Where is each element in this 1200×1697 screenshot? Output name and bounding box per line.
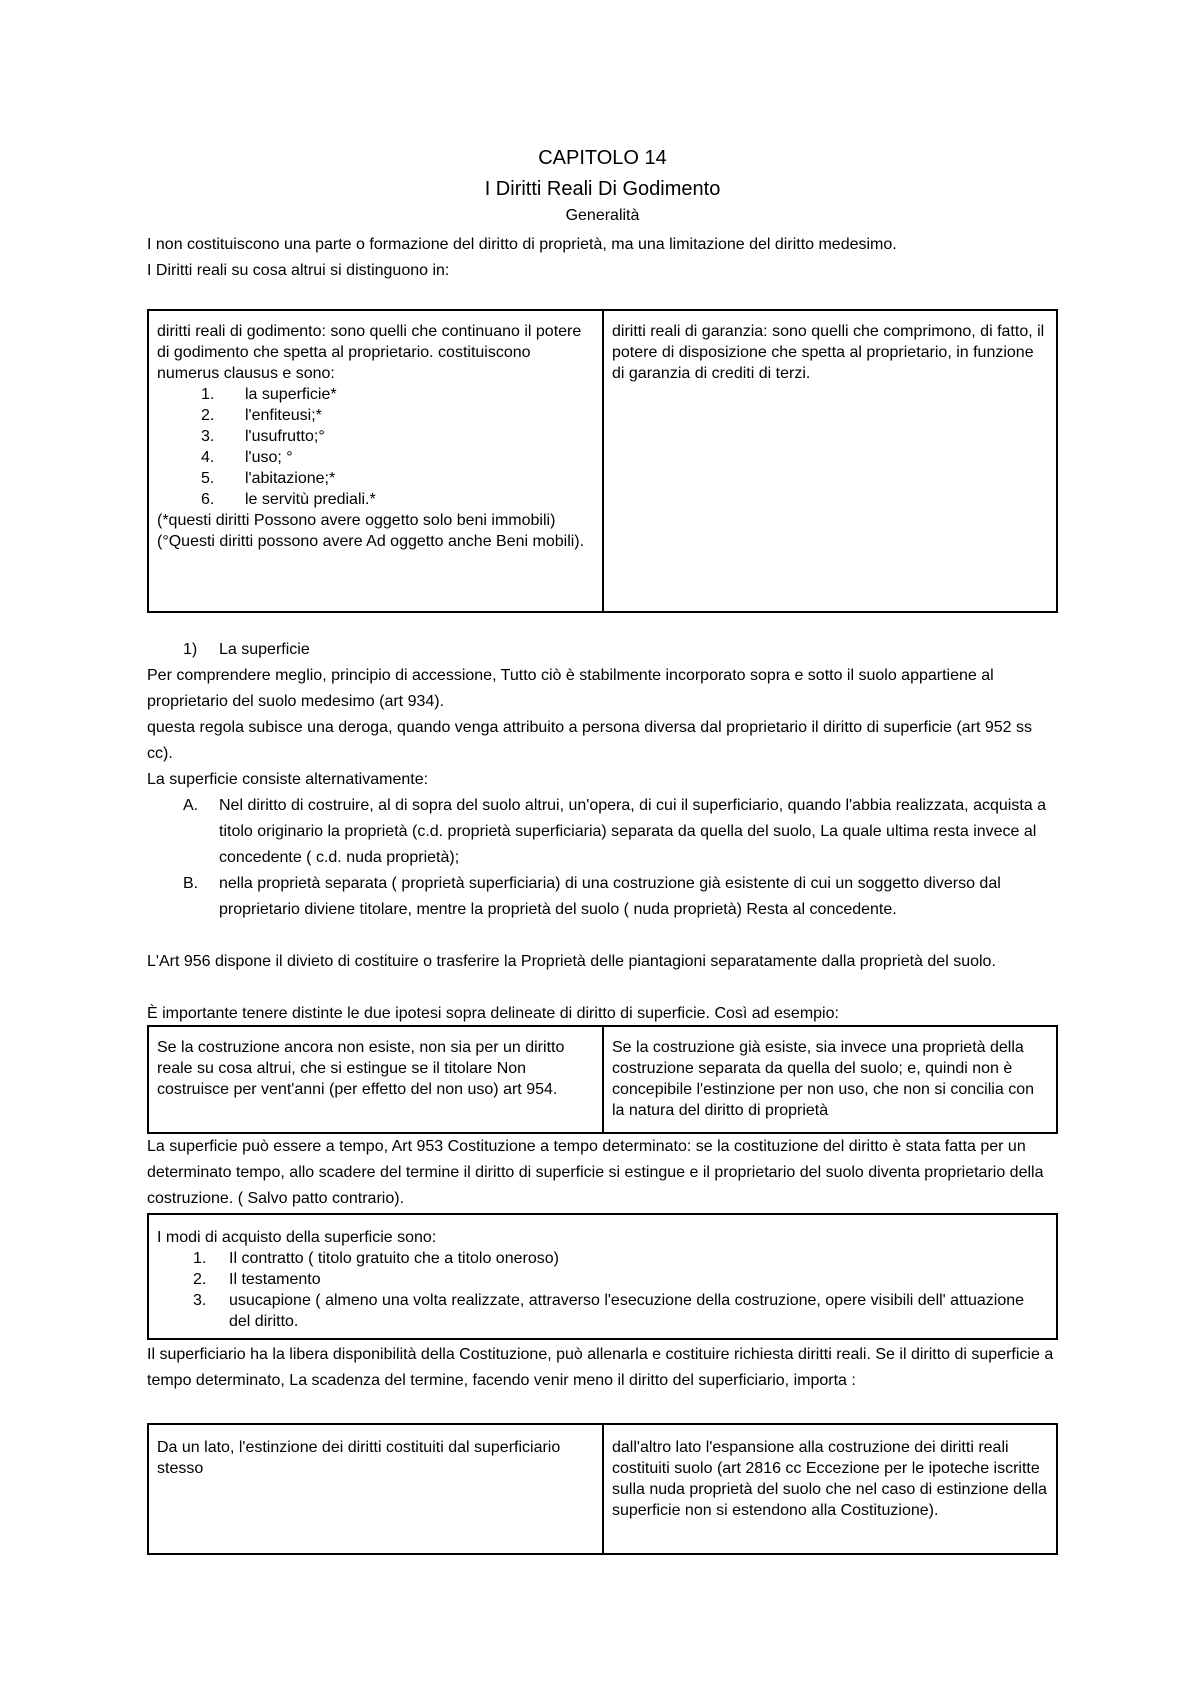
chapter-title: I Diritti Reali Di Godimento <box>484 178 721 200</box>
paragraph-tempo: La superficie può essere a tempo, Art 953 Costituzione a tempo determinato: se la costituzione del diritto è stata fatta per un determinato tempo, allo scadere del termine il diritto di superficie si estingue e il proprietario del suolo diventa proprietario della costruzione. ( Salvo patto contrario). <box>147 1138 1044 1207</box>
hypotheses-left-cell: Se la costruzione ancora non esiste, non sia per un diritto reale su cosa altrui, che si estingue se il titolare Non costruisce per vent'anni (per effetto del non uso) art 954. <box>149 1027 604 1132</box>
mobili-note: (°Questi diritti possono avere Ad oggetto anche Beni mobili). <box>157 533 585 550</box>
effects-right-cell: dall'altro lato l'espansione alla costruzione dei diritti reali costituiti suolo (art 2816 cc Eccezione per le ipoteche iscritte sulla nuda proprietà del suolo che nel caso di estinzione della superficie non si estendono alla Costituzione). <box>612 1439 1047 1519</box>
effects-left-cell: Da un lato, l'estinzione dei diritti costituiti dal superficiario stesso <box>149 1425 604 1553</box>
chapter-label: CAPITOLO 14 <box>538 147 667 169</box>
list-item: 4. l'uso; ° <box>201 449 293 466</box>
acquisition-table <box>147 1213 1058 1340</box>
acquisition-list <box>157 1248 1048 1332</box>
paragraph-accessione: Per comprendere meglio, principio di accessione, Tutto ciò è stabilmente incorporato sopra e sotto il suolo appartiene al proprietario del suolo medesimo (art 934). <box>147 667 994 710</box>
paragraph-alternativamente: La superficie consiste alternativamente: <box>147 771 429 788</box>
list-item: 6. le servitù prediali.* <box>201 491 376 508</box>
hypotheses-right-cell: Se la costruzione già esiste, sia invece una proprietà della costruzione separata da quella del suolo; e, quindi non è concepibile l'estinzione per non uso, che non si concilia con la natura del diritto di proprietà <box>612 1039 1034 1119</box>
list-item: 5. l'abitazione;* <box>201 470 336 487</box>
paragraph-art956: L'Art 956 dispone il divieto di costituire o trasferire la Proprietà delle piantagioni separatamente dalla proprietà del suolo. <box>147 953 996 970</box>
intro-paragraph-2: I Diritti reali su cosa altrui si distinguono in: <box>147 262 450 279</box>
intro-paragraph-1: I non costituiscono una parte o formazione del diritto di proprietà, ma una limitazione del diritto medesimo. <box>147 236 897 253</box>
list-item: 1. la superficie* <box>201 386 337 403</box>
immobili-note: (*questi diritti Possono avere oggetto solo beni immobili) <box>157 512 556 529</box>
section-subtitle: Generalità <box>565 207 640 224</box>
godimento-list <box>157 384 594 510</box>
list-item: B. nella proprietà separata ( proprietà superficiaria) di una costruzione già esistente di cui un soggetto diverso dal proprietario diviene titolare, mentre la proprietà del suolo ( nuda proprietà) Resta al concedente. <box>183 875 1001 918</box>
hypotheses-table <box>147 1025 1058 1134</box>
list-item: A. Nel diritto di costruire, al di sopra del suolo altrui, un'opera, di cui il superficiario, quando l'abbia realizzata, acquista a titolo originario la proprietà (c.d. proprietà superficiaria) separata da quella del suolo, La quale ultima resta invece al concedente ( c.d. nuda proprietà); <box>183 797 1046 866</box>
list-item: 3. l'usufrutto;° <box>201 428 325 445</box>
alternatives-list <box>147 793 1058 923</box>
rights-table <box>147 309 1058 613</box>
list-item: 1. Il contratto ( titolo gratuito che a titolo oneroso) <box>193 1250 559 1267</box>
rights-table-left-cell <box>149 311 604 611</box>
list-item: 3. usucapione ( almeno una volta realizzate, attraverso l'esecuzione della costruzione, opere visibili dell' attuazione del diritto. <box>193 1292 1025 1330</box>
garanzia-text: diritti reali di garanzia: sono quelli che comprimono, di fatto, il potere di disposizione che spetta al proprietario, in funzione di garanzia di crediti di terzi. <box>612 323 1045 382</box>
list-item: 2. Il testamento <box>193 1271 321 1288</box>
godimento-intro: diritti reali di godimento: sono quelli che continuano il potere di godimento che spetta al proprietario. costituiscono numerus clausus e sono: <box>157 323 582 382</box>
effects-table <box>147 1423 1058 1555</box>
acquisition-cell <box>149 1215 1056 1338</box>
list-item: 2. l'enfiteusi;* <box>201 407 322 424</box>
paragraph-deroga: questa regola subisce una deroga, quando venga attribuito a persona diversa dal proprietario il diritto di superficie (art 952 ss cc). <box>147 719 1032 762</box>
paragraph-ipotesi: È importante tenere distinte le due ipotesi sopra delineate di diritto di superficie. Così ad esempio: <box>147 1005 839 1022</box>
section-heading: 1) La superficie <box>183 641 310 658</box>
rights-table-right-cell <box>604 311 1056 611</box>
acquisition-intro: I modi di acquisto della superficie sono: <box>157 1229 437 1246</box>
paragraph-disponibilita: Il superficiario ha la libera disponibilità della Costituzione, può allenarla e costituire richiesta diritti reali. Se il diritto di superficie a tempo determinato, La scadenza del termine, facendo venir meno il diritto del superficiario, importa : <box>147 1346 1054 1389</box>
